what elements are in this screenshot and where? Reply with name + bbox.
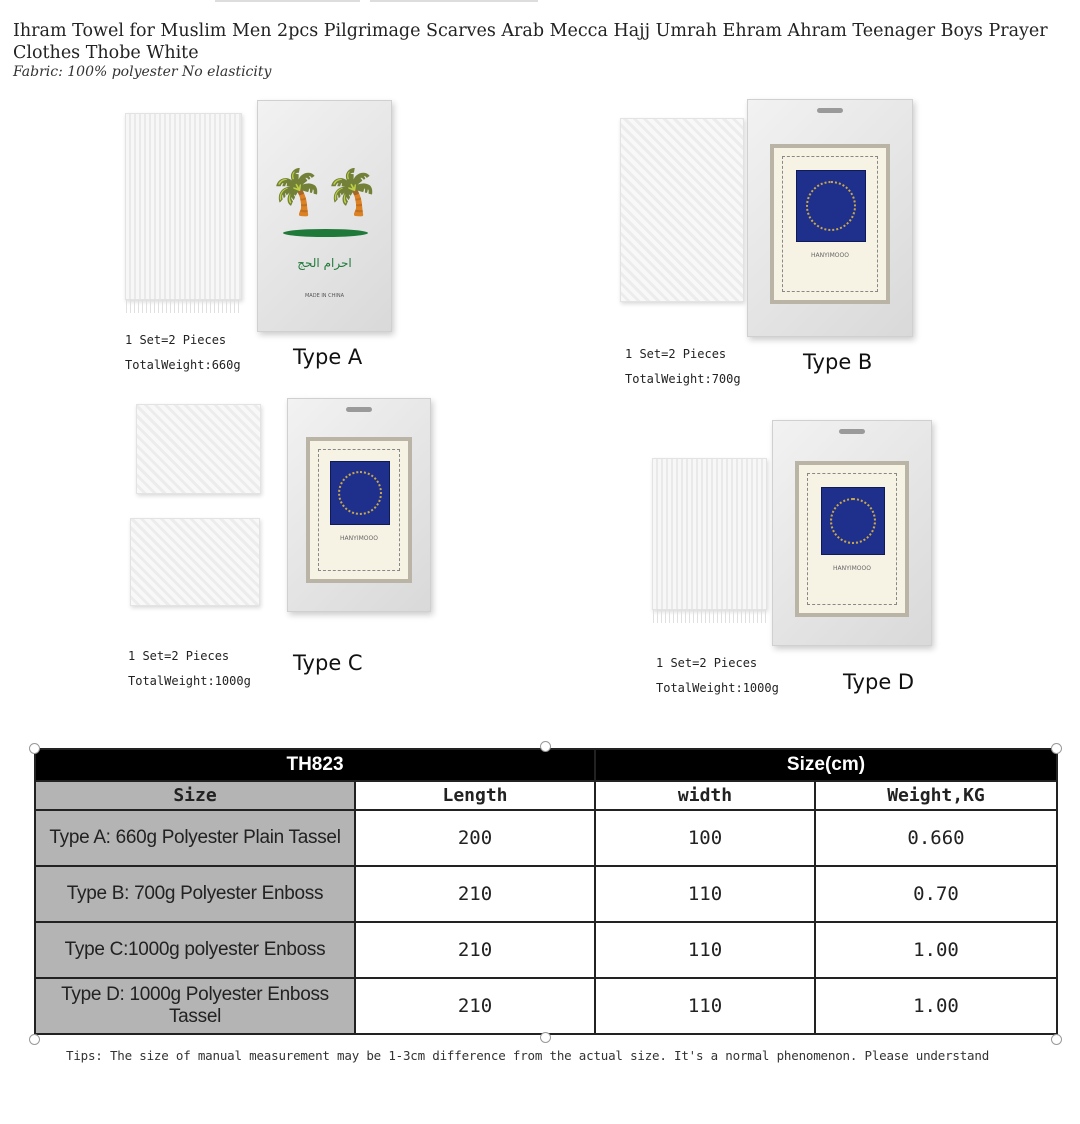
table-row bbox=[35, 866, 1057, 922]
row-name: Type C:1000g polyester Enboss bbox=[35, 922, 355, 978]
type-a-label: Type A bbox=[293, 345, 363, 369]
row-width: 110 bbox=[595, 922, 815, 978]
row-name: Type B: 700g Polyester Enboss bbox=[35, 866, 355, 922]
row-length: 210 bbox=[355, 978, 595, 1034]
towel-image bbox=[136, 404, 261, 494]
palm-tree-icon: 🌴🌴 bbox=[269, 167, 380, 218]
table-row bbox=[35, 922, 1057, 978]
row-weight: 0.660 bbox=[815, 810, 1057, 866]
brand-label: HANYIMOOO bbox=[833, 565, 871, 572]
resize-handle[interactable] bbox=[29, 1034, 40, 1045]
type-d-label: Type D bbox=[843, 670, 915, 694]
weight-text: TotalWeight:1000g bbox=[128, 674, 251, 688]
row-length: 200 bbox=[355, 810, 595, 866]
row-weight: 1.00 bbox=[815, 922, 1057, 978]
type-b-label: Type B bbox=[803, 350, 873, 374]
resize-handle[interactable] bbox=[1051, 743, 1062, 754]
table-column-row bbox=[35, 781, 1057, 810]
package-bag-image bbox=[287, 398, 431, 612]
towel-image bbox=[130, 518, 260, 606]
towel-image bbox=[652, 458, 767, 610]
resize-handle[interactable] bbox=[29, 743, 40, 754]
size-chart-table bbox=[34, 748, 1058, 1035]
table-header-row bbox=[35, 749, 1057, 781]
package-bag-image bbox=[772, 420, 932, 646]
variant-d-details bbox=[656, 651, 779, 701]
towel-image bbox=[125, 113, 242, 300]
resize-handle[interactable] bbox=[540, 741, 551, 752]
brand-label: HANYIMOOO bbox=[340, 535, 378, 542]
row-width: 110 bbox=[595, 866, 815, 922]
brand-label: HANYIMOOO bbox=[811, 252, 849, 259]
row-name: Type A: 660g Polyester Plain Tassel bbox=[35, 810, 355, 866]
table-row bbox=[35, 978, 1057, 1034]
weight-text: TotalWeight:700g bbox=[625, 372, 741, 386]
measurement-tips: Tips: The size of manual measurement may be 1-3cm difference from the actual size. It's a normal phenomenon. Please understand bbox=[66, 1048, 990, 1063]
weight-text: TotalWeight:660g bbox=[125, 358, 241, 372]
row-width: 100 bbox=[595, 810, 815, 866]
pieces-text: 1 Set=2 Pieces bbox=[625, 347, 727, 361]
pieces-text: 1 Set=2 Pieces bbox=[125, 333, 227, 347]
top-divider bbox=[215, 0, 360, 2]
island-decoration bbox=[283, 229, 368, 237]
product-fabric-note: Fabric: 100% polyester No elasticity bbox=[13, 64, 272, 80]
column-header-weight: Weight,KG bbox=[815, 781, 1057, 810]
medallion-icon bbox=[821, 487, 885, 555]
package-bag-image bbox=[747, 99, 913, 337]
model-number: TH823 bbox=[35, 749, 595, 781]
weight-text: TotalWeight:1000g bbox=[656, 681, 779, 695]
variant-b-details bbox=[625, 342, 741, 392]
resize-handle[interactable] bbox=[1051, 1034, 1062, 1045]
pieces-text: 1 Set=2 Pieces bbox=[128, 649, 230, 663]
product-label-card bbox=[770, 144, 890, 304]
column-header-length: Length bbox=[355, 781, 595, 810]
row-length: 210 bbox=[355, 922, 595, 978]
table-row bbox=[35, 810, 1057, 866]
top-divider bbox=[370, 0, 538, 2]
variant-c-details bbox=[128, 644, 251, 694]
made-in-label: MADE IN CHINA bbox=[304, 293, 345, 299]
medallion-icon bbox=[796, 170, 866, 242]
pieces-text: 1 Set=2 Pieces bbox=[656, 656, 758, 670]
column-header-size: Size bbox=[35, 781, 355, 810]
product-label-card bbox=[795, 461, 909, 617]
product-title: Ihram Towel for Muslim Men 2pcs Pilgrimage Scarves Arab Mecca Hajj Umrah Ehram Ahram Teenager Boys Prayer Clothes Thobe White bbox=[13, 21, 1048, 63]
resize-handle[interactable] bbox=[540, 1032, 551, 1043]
product-label-card bbox=[306, 437, 412, 583]
column-header-width: width bbox=[595, 781, 815, 810]
row-weight: 0.70 bbox=[815, 866, 1057, 922]
towel-image bbox=[620, 118, 744, 302]
package-bag-image bbox=[257, 100, 392, 332]
row-weight: 1.00 bbox=[815, 978, 1057, 1034]
row-length: 210 bbox=[355, 866, 595, 922]
variant-a-details bbox=[125, 328, 241, 378]
size-group-header: Size(cm) bbox=[595, 749, 1057, 781]
row-width: 110 bbox=[595, 978, 815, 1034]
arabic-label-icon: ﺍﺣﺮﺍﻡ ﺍﻟﺤﺞ bbox=[297, 256, 352, 270]
medallion-icon bbox=[330, 461, 390, 525]
row-name: Type D: 1000g Polyester Enboss Tassel bbox=[35, 978, 355, 1034]
type-c-label: Type C bbox=[293, 651, 363, 675]
